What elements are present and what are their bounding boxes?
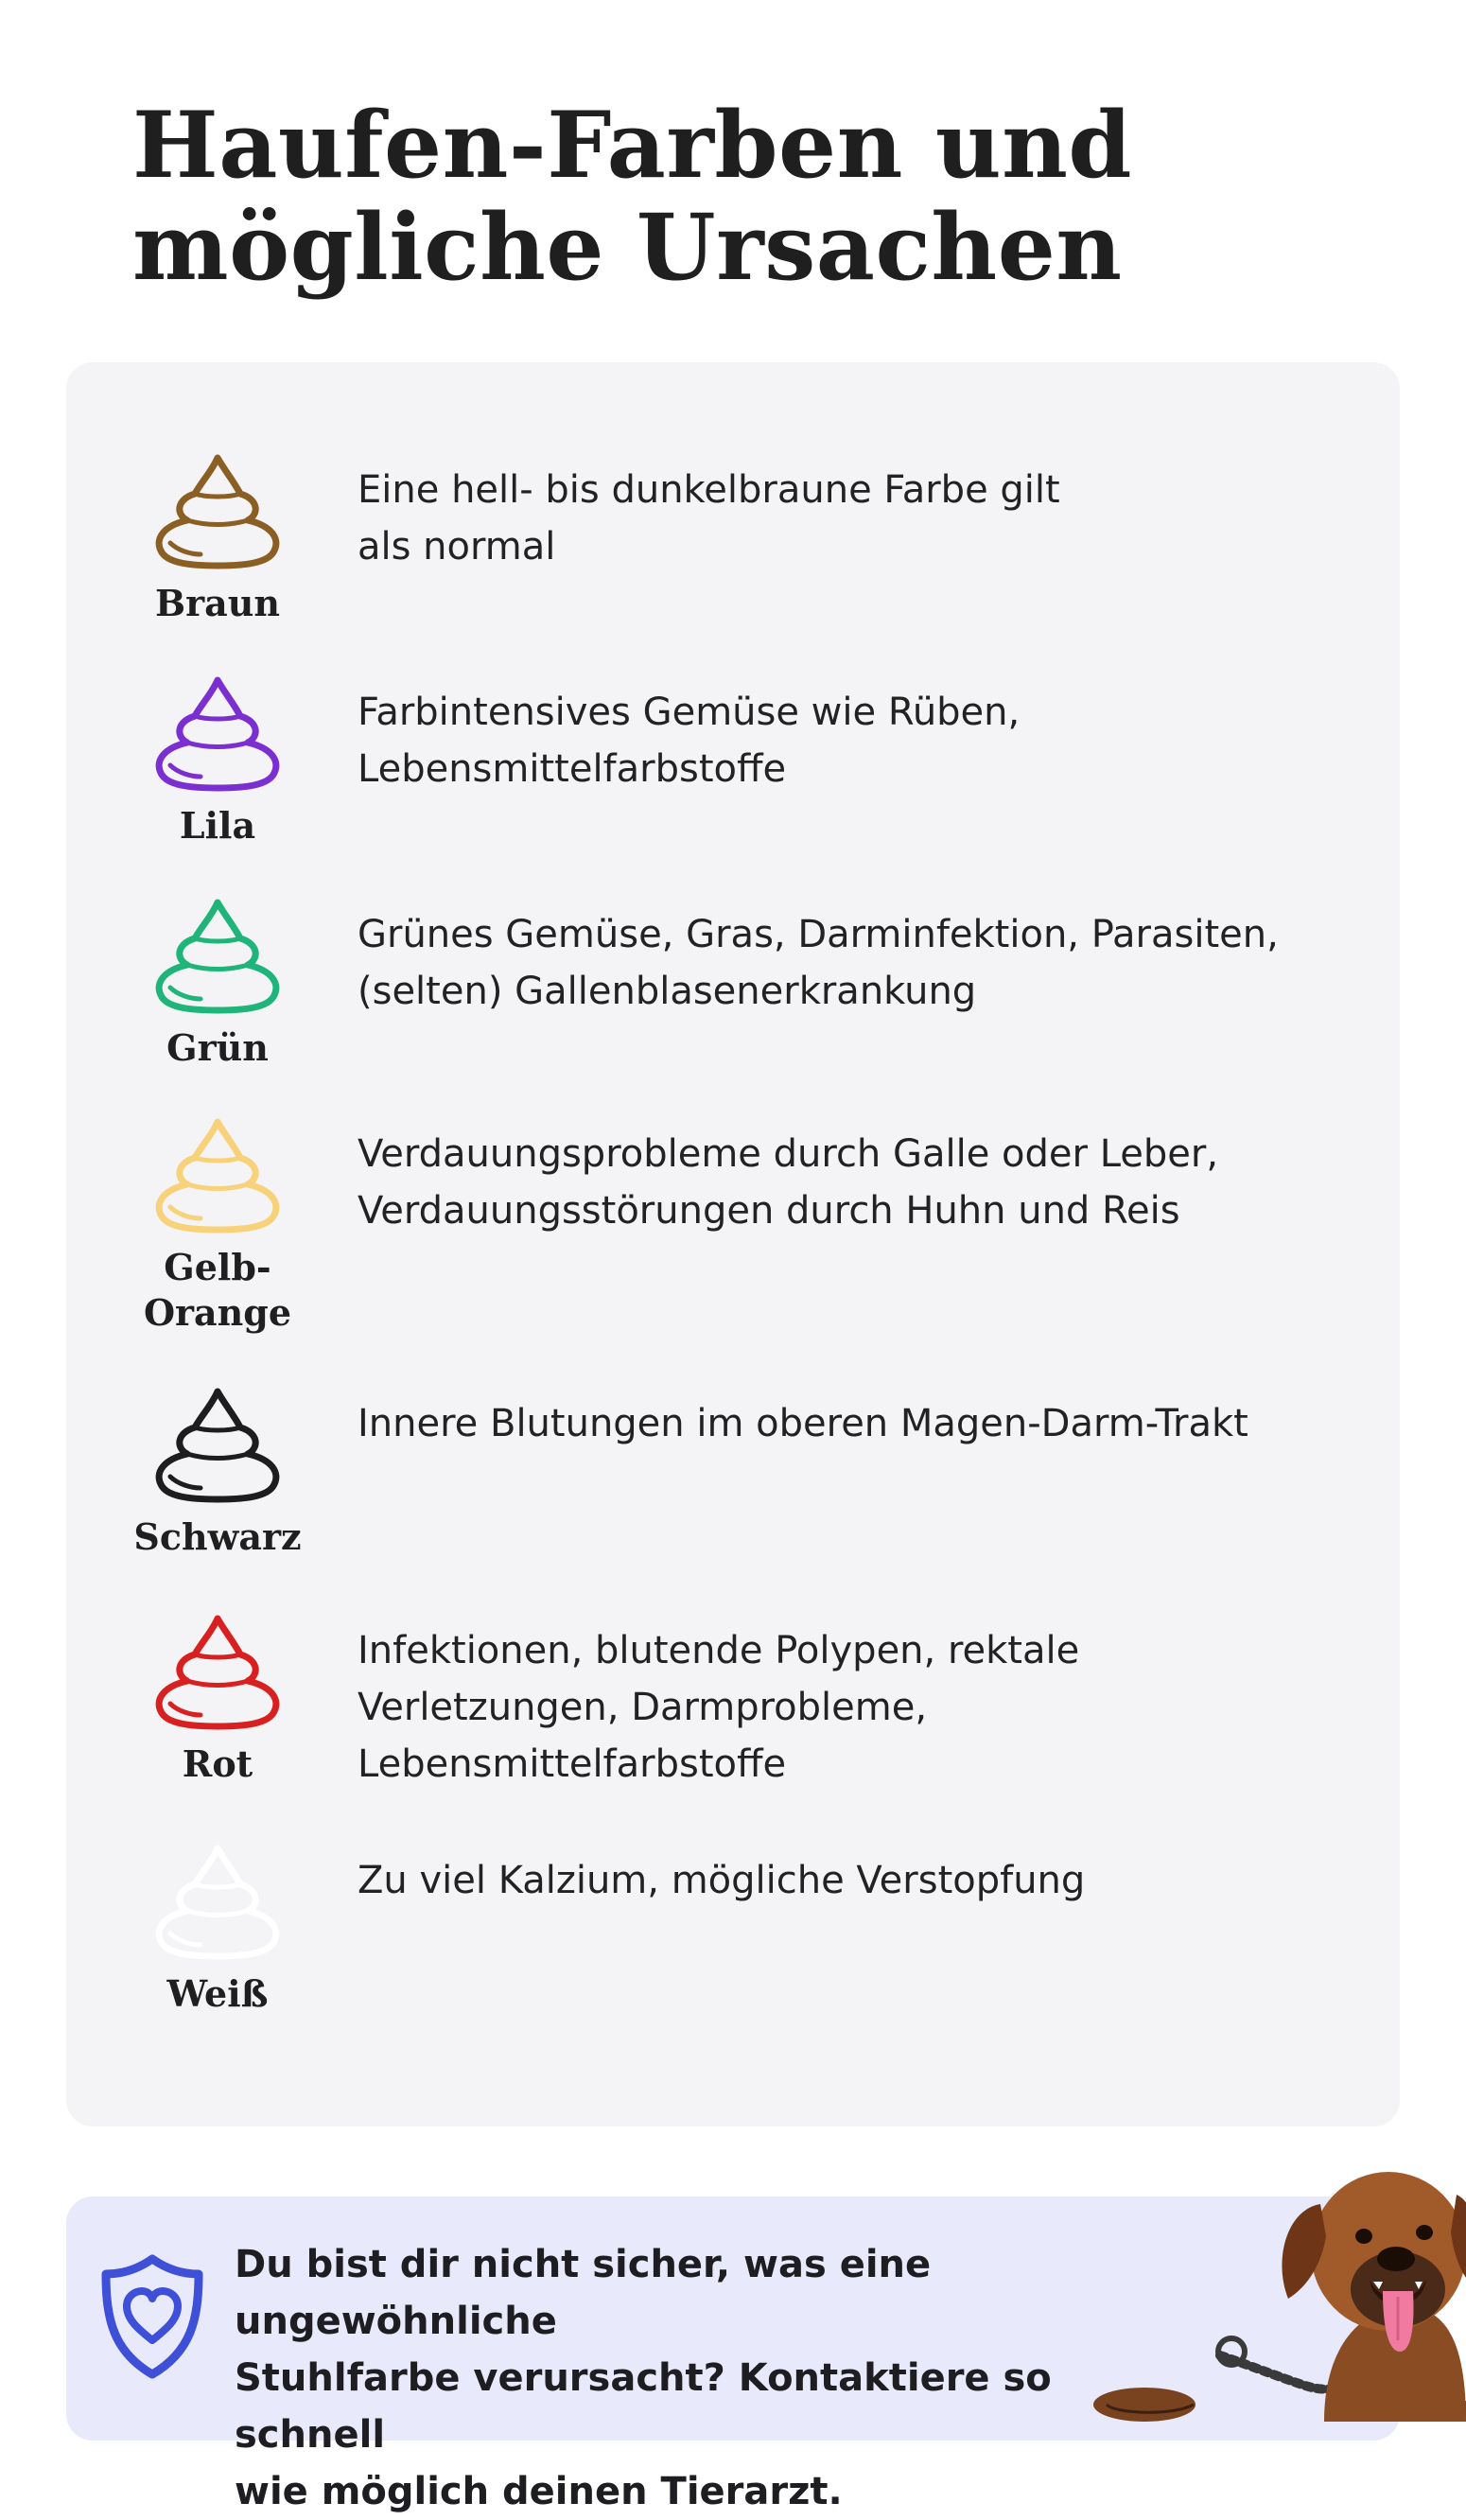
color-label-rot: Rot	[182, 1742, 253, 1785]
color-description-braun: Eine hell- bis dunkelbraune Farbe gilt als normal	[358, 468, 1060, 569]
color-label-lila: Lila	[179, 804, 256, 847]
page-title-line-2: mögliche Ursachen	[132, 194, 1123, 301]
color-description-rot: Infektionen, blutende Polypen, rektale Verletzungen, Darmprobleme, Lebensmittelfarbstoffe	[358, 1629, 1080, 1786]
poop-black-icon	[153, 1386, 282, 1505]
page-title-line-1: Haufen-Farben und	[132, 92, 1133, 199]
color-description-gelb-orange: Verdauungsprobleme durch Galle oder Leber, Verdauungsstörungen durch Huhn und Reis	[358, 1132, 1219, 1233]
color-label-gruen: Grün	[166, 1026, 269, 1069]
dog-illustration	[1088, 2138, 1466, 2422]
poop-red-icon	[153, 1613, 282, 1732]
page-title	[132, 92, 1362, 301]
color-description-gruen: Grünes Gemüse, Gras, Darminfektion, Parasiten, (selten) Gallenblasenerkrankung	[358, 913, 1279, 1013]
color-label-weiss: Weiß	[166, 1972, 269, 2015]
stool-color-panel	[66, 362, 1400, 2126]
color-description-lila: Farbintensives Gemüse wie Rüben, Lebensmittelfarbstoffe	[358, 691, 1021, 791]
poop-yellow-orange-icon	[153, 1116, 282, 1235]
color-label-gelb-orange: Gelb- Orange	[143, 1246, 292, 1334]
poop-green-icon	[153, 897, 282, 1016]
poop-white-icon	[153, 1843, 282, 1962]
vet-notice-text: Du bist dir nicht sicher, was eine ungewöhnliche Stuhlfarbe verursacht? Kontaktiere so schnell wie möglich deinen Tierarzt.	[235, 2243, 1052, 2513]
color-label-schwarz: Schwarz	[133, 1515, 302, 1558]
poop-purple-icon	[153, 674, 282, 794]
color-description-schwarz: Innere Blutungen im oberen Magen-Darm-Trakt	[358, 1402, 1248, 1445]
color-description-weiss: Zu viel Kalzium, mögliche Verstopfung	[358, 1859, 1086, 1902]
poop-brown-icon	[153, 452, 282, 571]
shield-heart-icon	[100, 2253, 204, 2380]
color-label-braun: Braun	[154, 582, 281, 624]
